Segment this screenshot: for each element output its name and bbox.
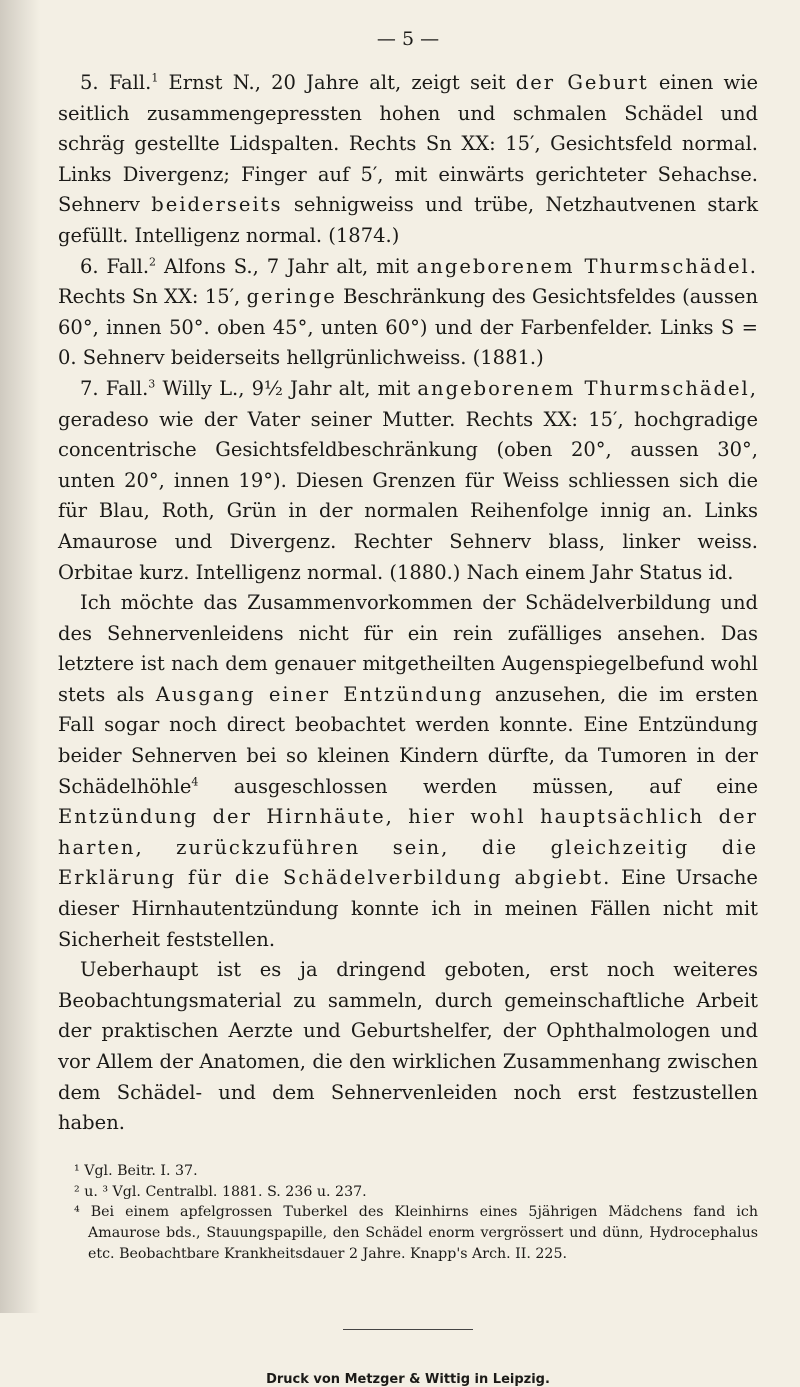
footnote-text: Bei einem apfelgrossen Tuberkel des Kleinhirns eines 5jährigen Mädchens fand ich Amaurose bds., Stauungspapille, den Schädel enorm vergrössert und dünn, Hydrocephalus etc. Beobachtbare Krankheitsdauer 2 Jahre. Knapp's Arch. II. 225. [88, 1204, 758, 1262]
case-5-label: 5. Fall. [80, 71, 152, 94]
case-6-text-2: Rechts Sn XX: 15′, [58, 285, 247, 309]
footnote-mark: ² [74, 1183, 80, 1200]
case-6-text-3: Beschränkung des Gesichtsfeldes (aussen 60°, innen 50°. oben 45°, unten 60°) und der Farbenfelder. Links S = 0. Sehnerv beiderseits hellgrünlichweiss. (1881.) [58, 285, 759, 370]
case-5-text-2: einen wie seitlich zusammengepressten hohen und schmalen Schädel und schräg gestellte Lidspalten. Rechts Sn XX: 15′, Gesichtsfeld normal. Links Divergenz; Finger auf 5′, mit einwärts gerichteter Sehachse. Sehnerv [58, 71, 758, 217]
case-5-emphasis-1: der Geburt [515, 71, 649, 94]
footnote-ref-1: 1 [151, 71, 159, 85]
footnote-ref-3: 3 [148, 377, 156, 391]
conclusion-paragraph: Ueberhaupt ist es ja dringend geboten, erst noch weiteres Beobachtungsmaterial zu sammeln, durch gemeinschaftliche Arbeit der praktischen Aerzte und Geburtshelfer, der Ophthalmologen und vor Allem der Anatomen, die den wirklichen Zusammenhang zwischen dem Schädel- und dem Sehnervenleiden noch erst festzustellen haben. [58, 958, 758, 1135]
case-6-text: Alfons S., 7 Jahr alt, mit [156, 254, 417, 278]
page-edge-shadow [0, 0, 40, 1313]
discussion-text: Ich möchte das Zusammenvorkommen der Schädelverbildung und des Sehnervenleidens nicht für ein rein zufälliges ansehen. Das letztere ist nach dem genauer mitgetheilten Augenspiegelbefund wohl stets als [58, 591, 758, 706]
footnote-4 [58, 1202, 758, 1264]
discussion-emphasis-2: Entzündung der Hirnhäute, hier wohl hauptsächlich der harten, zurückzuführen sein, die gleichzeitig die Erklärung für die Schädelverbildung abgiebt. [58, 805, 758, 890]
case-7-text: Willy L., 9½ Jahr alt, mit [155, 376, 418, 400]
case-5-paragraph [58, 68, 758, 252]
printer-imprint: Druck von Metzger & Wittig in Leipzig. [266, 1371, 550, 1387]
footnote-ref-4: 4 [191, 775, 199, 789]
discussion-text-2: anzusehen, die im ersten Fall sogar noch direct beobachtet werden konnte. Eine Entzündung beider Sehnerven bei so kleinen Kindern dürfte, da Tumoren in der Schädelhöhle [58, 682, 758, 798]
footnote-text: u. ³ Vgl. Centralbl. 1881. S. 236 u. 237. [84, 1183, 367, 1200]
case-6-label: 6. Fall. [80, 254, 150, 278]
discussion-text-3: ausgeschlossen werden müssen, auf eine [198, 774, 758, 798]
case-7-paragraph [58, 374, 758, 588]
closing-rule [343, 1329, 473, 1330]
case-6-paragraph [58, 252, 758, 374]
discussion-emphasis-1: Ausgang einer Entzündung [155, 682, 484, 706]
case-5-text-3: sehnigweiss und trübe, Netzhautvenen stark gefüllt. Intelligenz normal. (1874.) [58, 193, 759, 247]
footnote-mark: ¹ [74, 1162, 80, 1179]
case-6-emphasis-2: geringe [246, 285, 337, 309]
case-7-label: 7. Fall. [80, 376, 149, 400]
case-7-emphasis: angeborenem Thurmschädel, [417, 376, 758, 400]
case-7-text-2: geradeso wie der Vater seiner Mutter. Rechts XX: 15′, hochgradige concentrische Gesichtsfeldbeschränkung (oben 20°, aussen 30°, unten 20°, innen 19°). Diesen Grenzen für Weiss schliessen sich die für Blau, Roth, Grün in der normalen Reihenfolge innig an. Links Amaurose und Divergenz. Rechter Sehnerv blass, linker weiss. Orbitae kurz. Intelligenz normal. (1880.) Nach einem Jahr Status id. [58, 407, 758, 584]
discussion-paragraph [58, 588, 758, 955]
document-page [58, 28, 758, 1387]
footnote-text: Vgl. Beitr. I. 37. [84, 1162, 198, 1179]
discussion-text-4: Eine Ursache dieser Hirnhautentzündung konnte ich in meinen Fällen nicht mit Sicherheit feststellen. [58, 866, 758, 951]
case-6-emphasis-1: angeborenem Thurmschädel. [416, 254, 758, 278]
footnotes [58, 1161, 758, 1265]
case-5-text: Ernst N., 20 Jahre alt, zeigt seit [168, 71, 516, 94]
page-number: — 5 — [376, 28, 440, 50]
footnote-mark: ⁴ [74, 1204, 80, 1221]
footnote-ref-2: 2 [149, 255, 157, 269]
case-5-emphasis-2: beiderseits [151, 193, 283, 217]
footnote-2-3 [58, 1182, 758, 1203]
footnote-1 [58, 1161, 758, 1182]
